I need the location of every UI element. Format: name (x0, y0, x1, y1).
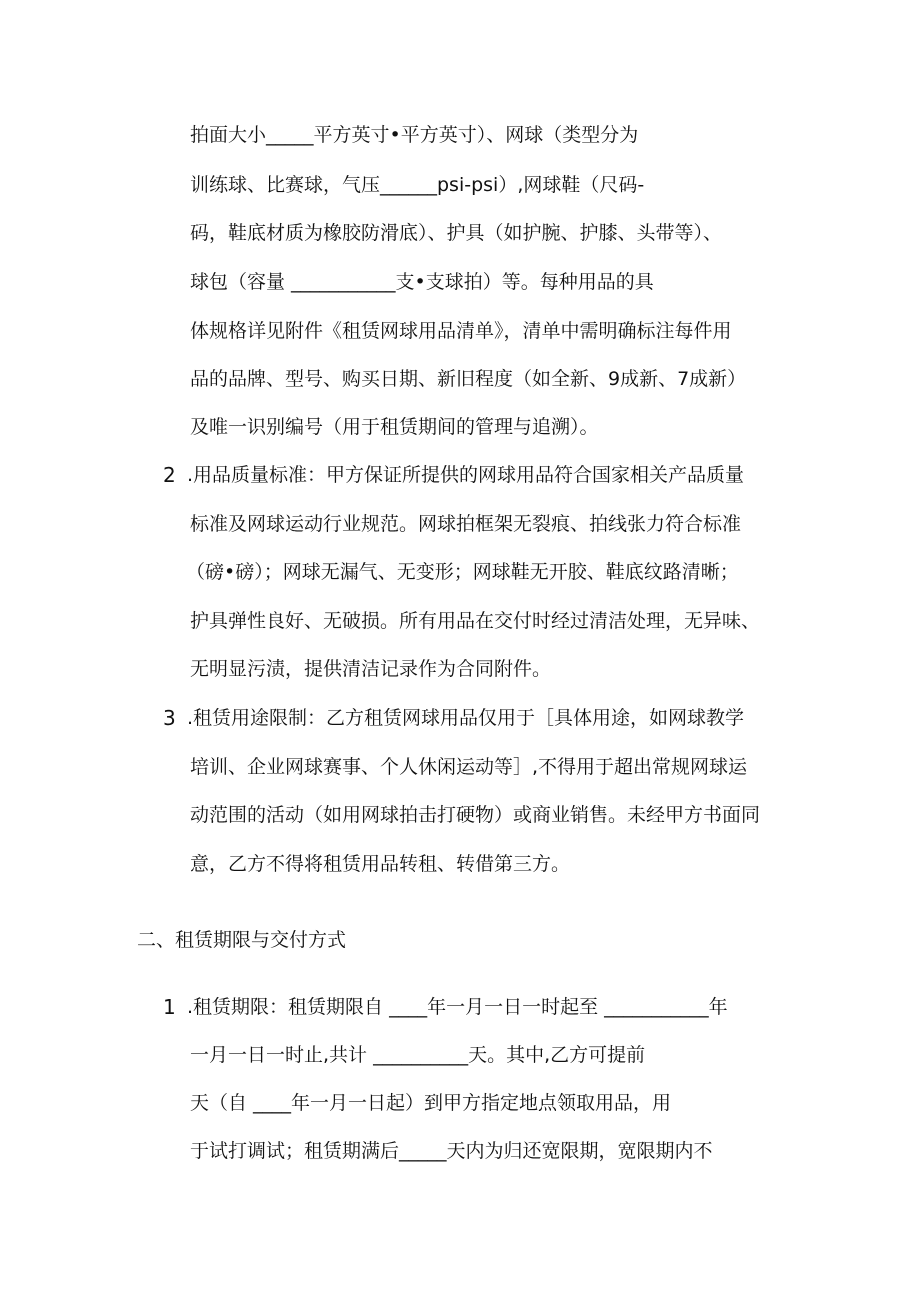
item1-line-2: 训练球、比赛球，气压______psi-psi）,网球鞋（尺码- (190, 174, 645, 196)
item1-line-6: 品的品牌、型号、购买日期、新旧程度（如全新、9成新、7成新） (190, 368, 747, 390)
item3-line-1: .租赁用途限制：乙方租赁网球用品仅用于［具体用途，如网球教学 (187, 707, 745, 729)
item2-line-3: （磅•磅）；网球无漏气、无变形；网球鞋无开胶、鞋底纹路清晰； (186, 561, 739, 583)
item2-number: 2 (163, 463, 176, 487)
item3-line-2: 培训、企业网球赛事、个人休闲运动等］,不得用于超出常规网球运 (190, 756, 748, 778)
item2-line-2: 标准及网球运动行业规范。网球拍框架无裂痕、拍线张力符合标准 (190, 513, 742, 535)
item3-line-4: 意，乙方不得将租赁用品转租、转借第三方。 (190, 853, 571, 875)
item2-line-1: .用品质量标准：甲方保证所提供的网球用品符合国家相关产品质量 (187, 464, 745, 486)
section2-item1-line-4: 于试打调试；租赁期满后_____天内为归还宽限期，宽限期内不 (190, 1140, 713, 1162)
item2-line-4: 护具弹性良好、无破损。所有用品在交付时经过清洁处理，无异味、 (190, 610, 761, 632)
section2-item1-line-2: 一月一日一时止,共计 __________天。其中,乙方可提前 (190, 1044, 646, 1066)
item1-line-5: 体规格详见附件《租赁网球用品清单》，清单中需明确标注每件用 (190, 320, 732, 342)
section2-item1-number: 1 (163, 995, 176, 1019)
item3-line-3: 动范围的活动（如用网球拍击打硬物）或商业销售。未经甲方书面同 (190, 804, 761, 826)
item2-line-5: 无明显污渍，提供清洁记录作为合同附件。 (190, 658, 552, 680)
item1-line-3: 码，鞋底材质为橡胶防滑底）、护具（如护腕、护膝、头带等）、 (190, 222, 723, 244)
item3-number: 3 (163, 706, 176, 730)
item1-line-1: 拍面大小_____平方英寸•平方英寸）、网球（类型分为 (190, 124, 639, 146)
section2-item1-line-1: .租赁期限：租赁期限自 ____年一月一日一时起至 ___________年 (187, 996, 728, 1018)
section2-item1-line-3: 天（自 ____年一月一日起）到甲方指定地点领取用品，用 (190, 1092, 672, 1114)
section-2-heading: 二、租赁期限与交付方式 (137, 929, 347, 951)
item1-line-4: 球包（容量 ___________支•支球拍）等。每种用品的具 (190, 271, 654, 293)
item1-line-7: 及唯一识别编号（用于租赁期间的管理与追溯）。 (190, 416, 599, 438)
